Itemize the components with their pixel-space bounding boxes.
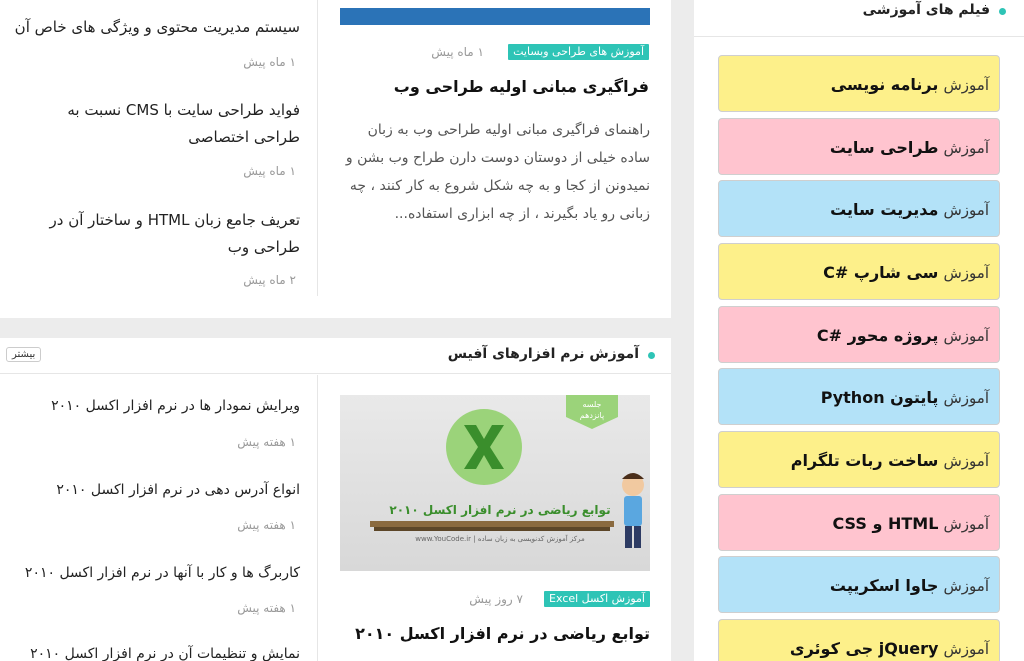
list-item-title[interactable]: انواع آدرس دهی در نرم افزار اکسل ۲۰۱۰ xyxy=(56,482,300,498)
course-label: jQuery جی کوئری xyxy=(789,639,939,658)
course-prefix: آموزش xyxy=(943,264,989,282)
list-item-title[interactable]: تعریف جامع زبان HTML و ساختار آن در طراحی وب xyxy=(49,211,300,256)
course-prefix: آموزش xyxy=(943,139,989,157)
session-badge-text: جلسه پانزدهم xyxy=(579,400,605,420)
list-item-title[interactable]: نمایش و تنظیمات آن در نرم افزار اکسل ۲۰۱۰ xyxy=(30,646,300,661)
list-item-time: ۱ ماه پیش xyxy=(243,55,296,69)
course-prefix: آموزش xyxy=(943,327,989,345)
excel-thumbnail-illustration xyxy=(340,395,650,571)
post-title[interactable]: فراگیری مبانی اولیه طراحی وب xyxy=(393,77,649,96)
sidebar-course-item[interactable] xyxy=(718,368,1000,425)
list-item-time: ۱ هفته پیش xyxy=(237,518,296,532)
thumbnail-footer: مرکز آموزش کدنویسی به زبان ساده | www.YouCode.ir xyxy=(415,535,585,543)
post-time: ۱ ماه پیش xyxy=(431,45,484,59)
sidebar-course-item[interactable] xyxy=(718,431,1000,488)
course-label: برنامه نویسی xyxy=(830,75,939,94)
thumbnail-caption: توابع ریاضی در نرم افزار اکسل ۲۰۱۰ xyxy=(389,503,611,517)
sidebar-course-item[interactable] xyxy=(718,306,1000,363)
course-prefix: آموزش xyxy=(943,577,989,595)
post-title[interactable]: توابع ریاضی در نرم افزار اکسل ۲۰۱۰ xyxy=(355,624,650,643)
section-header xyxy=(0,338,671,374)
sidebar-title: فیلم های آموزشی xyxy=(862,2,990,18)
post-excerpt: راهنمای فراگیری مبانی اولیه طراحی وب به زبان ساده خیلی از دوستان دوست دارن طراح وب بشن و نمیدونن از کجا و به چه شکل شروع به کار کنند ، چه زبانی رو یاد بگیرند ، از چه ابزاری استفاده... xyxy=(345,122,650,222)
category-tag[interactable]: آموزش های طراحی وبسایت xyxy=(508,44,649,60)
course-label: پایتون Python xyxy=(820,388,939,407)
post-time: ۷ روز پیش xyxy=(469,592,523,606)
post-thumbnail[interactable] xyxy=(340,8,650,25)
list-item-title[interactable]: سیستم مدیریت محتوی و ویژگی های خاص آن xyxy=(14,18,300,36)
sidebar-course-item[interactable] xyxy=(718,556,1000,613)
more-button[interactable]: بیشتر xyxy=(6,347,41,362)
course-label: سی شارپ #C xyxy=(823,263,939,282)
sidebar-course-item[interactable] xyxy=(718,180,1000,237)
course-prefix: آموزش xyxy=(943,452,989,470)
sidebar-course-item[interactable] xyxy=(718,494,1000,551)
course-prefix: آموزش xyxy=(943,640,989,658)
section-title[interactable]: آموزش نرم افزارهای آفیس xyxy=(447,346,639,362)
list-item-title[interactable]: فواید طراحی سایت با CMS نسبت به طراحی اختصاصی xyxy=(67,101,300,146)
course-label: جاوا اسکریپت xyxy=(829,576,939,595)
recent-posts-panel xyxy=(0,0,671,318)
sidebar-course-item[interactable] xyxy=(718,243,1000,300)
sidebar-course-item[interactable] xyxy=(718,118,1000,175)
list-item-time: ۲ ماه پیش xyxy=(243,273,296,287)
course-label: پروژه محور #C xyxy=(816,326,939,345)
bullet-dot-icon xyxy=(999,8,1006,15)
list-item-title[interactable]: کاربرگ ها و کار با آنها در نرم افزار اکسل ۲۰۱۰ xyxy=(24,565,300,581)
course-prefix: آموزش xyxy=(943,201,989,219)
course-label: ساخت ربات تلگرام xyxy=(790,451,939,470)
course-prefix: آموزش xyxy=(943,515,989,533)
course-label: HTML و CSS xyxy=(832,514,939,533)
post-thumbnail[interactable] xyxy=(340,395,650,571)
sidebar-course-item[interactable] xyxy=(718,55,1000,112)
course-label: طراحی سایت xyxy=(829,138,939,157)
category-tag[interactable]: آموزش اکسل Excel xyxy=(544,591,650,607)
course-prefix: آموزش xyxy=(943,76,989,94)
sidebar-course-item[interactable] xyxy=(718,619,1000,661)
list-item-time: ۱ هفته پیش xyxy=(237,601,296,615)
list-item-time: ۱ ماه پیش xyxy=(243,164,296,178)
course-label: مدیریت سایت xyxy=(830,200,939,219)
sidebar-header-divider xyxy=(694,36,1024,37)
list-item-time: ۱ هفته پیش xyxy=(237,435,296,449)
column-divider xyxy=(317,375,318,661)
list-item-title[interactable]: ویرایش نمودار ها در نرم افزار اکسل ۲۰۱۰ xyxy=(51,398,300,414)
bullet-dot-icon xyxy=(648,352,655,359)
shelf xyxy=(370,521,614,527)
column-divider xyxy=(317,0,318,296)
course-prefix: آموزش xyxy=(943,389,989,407)
